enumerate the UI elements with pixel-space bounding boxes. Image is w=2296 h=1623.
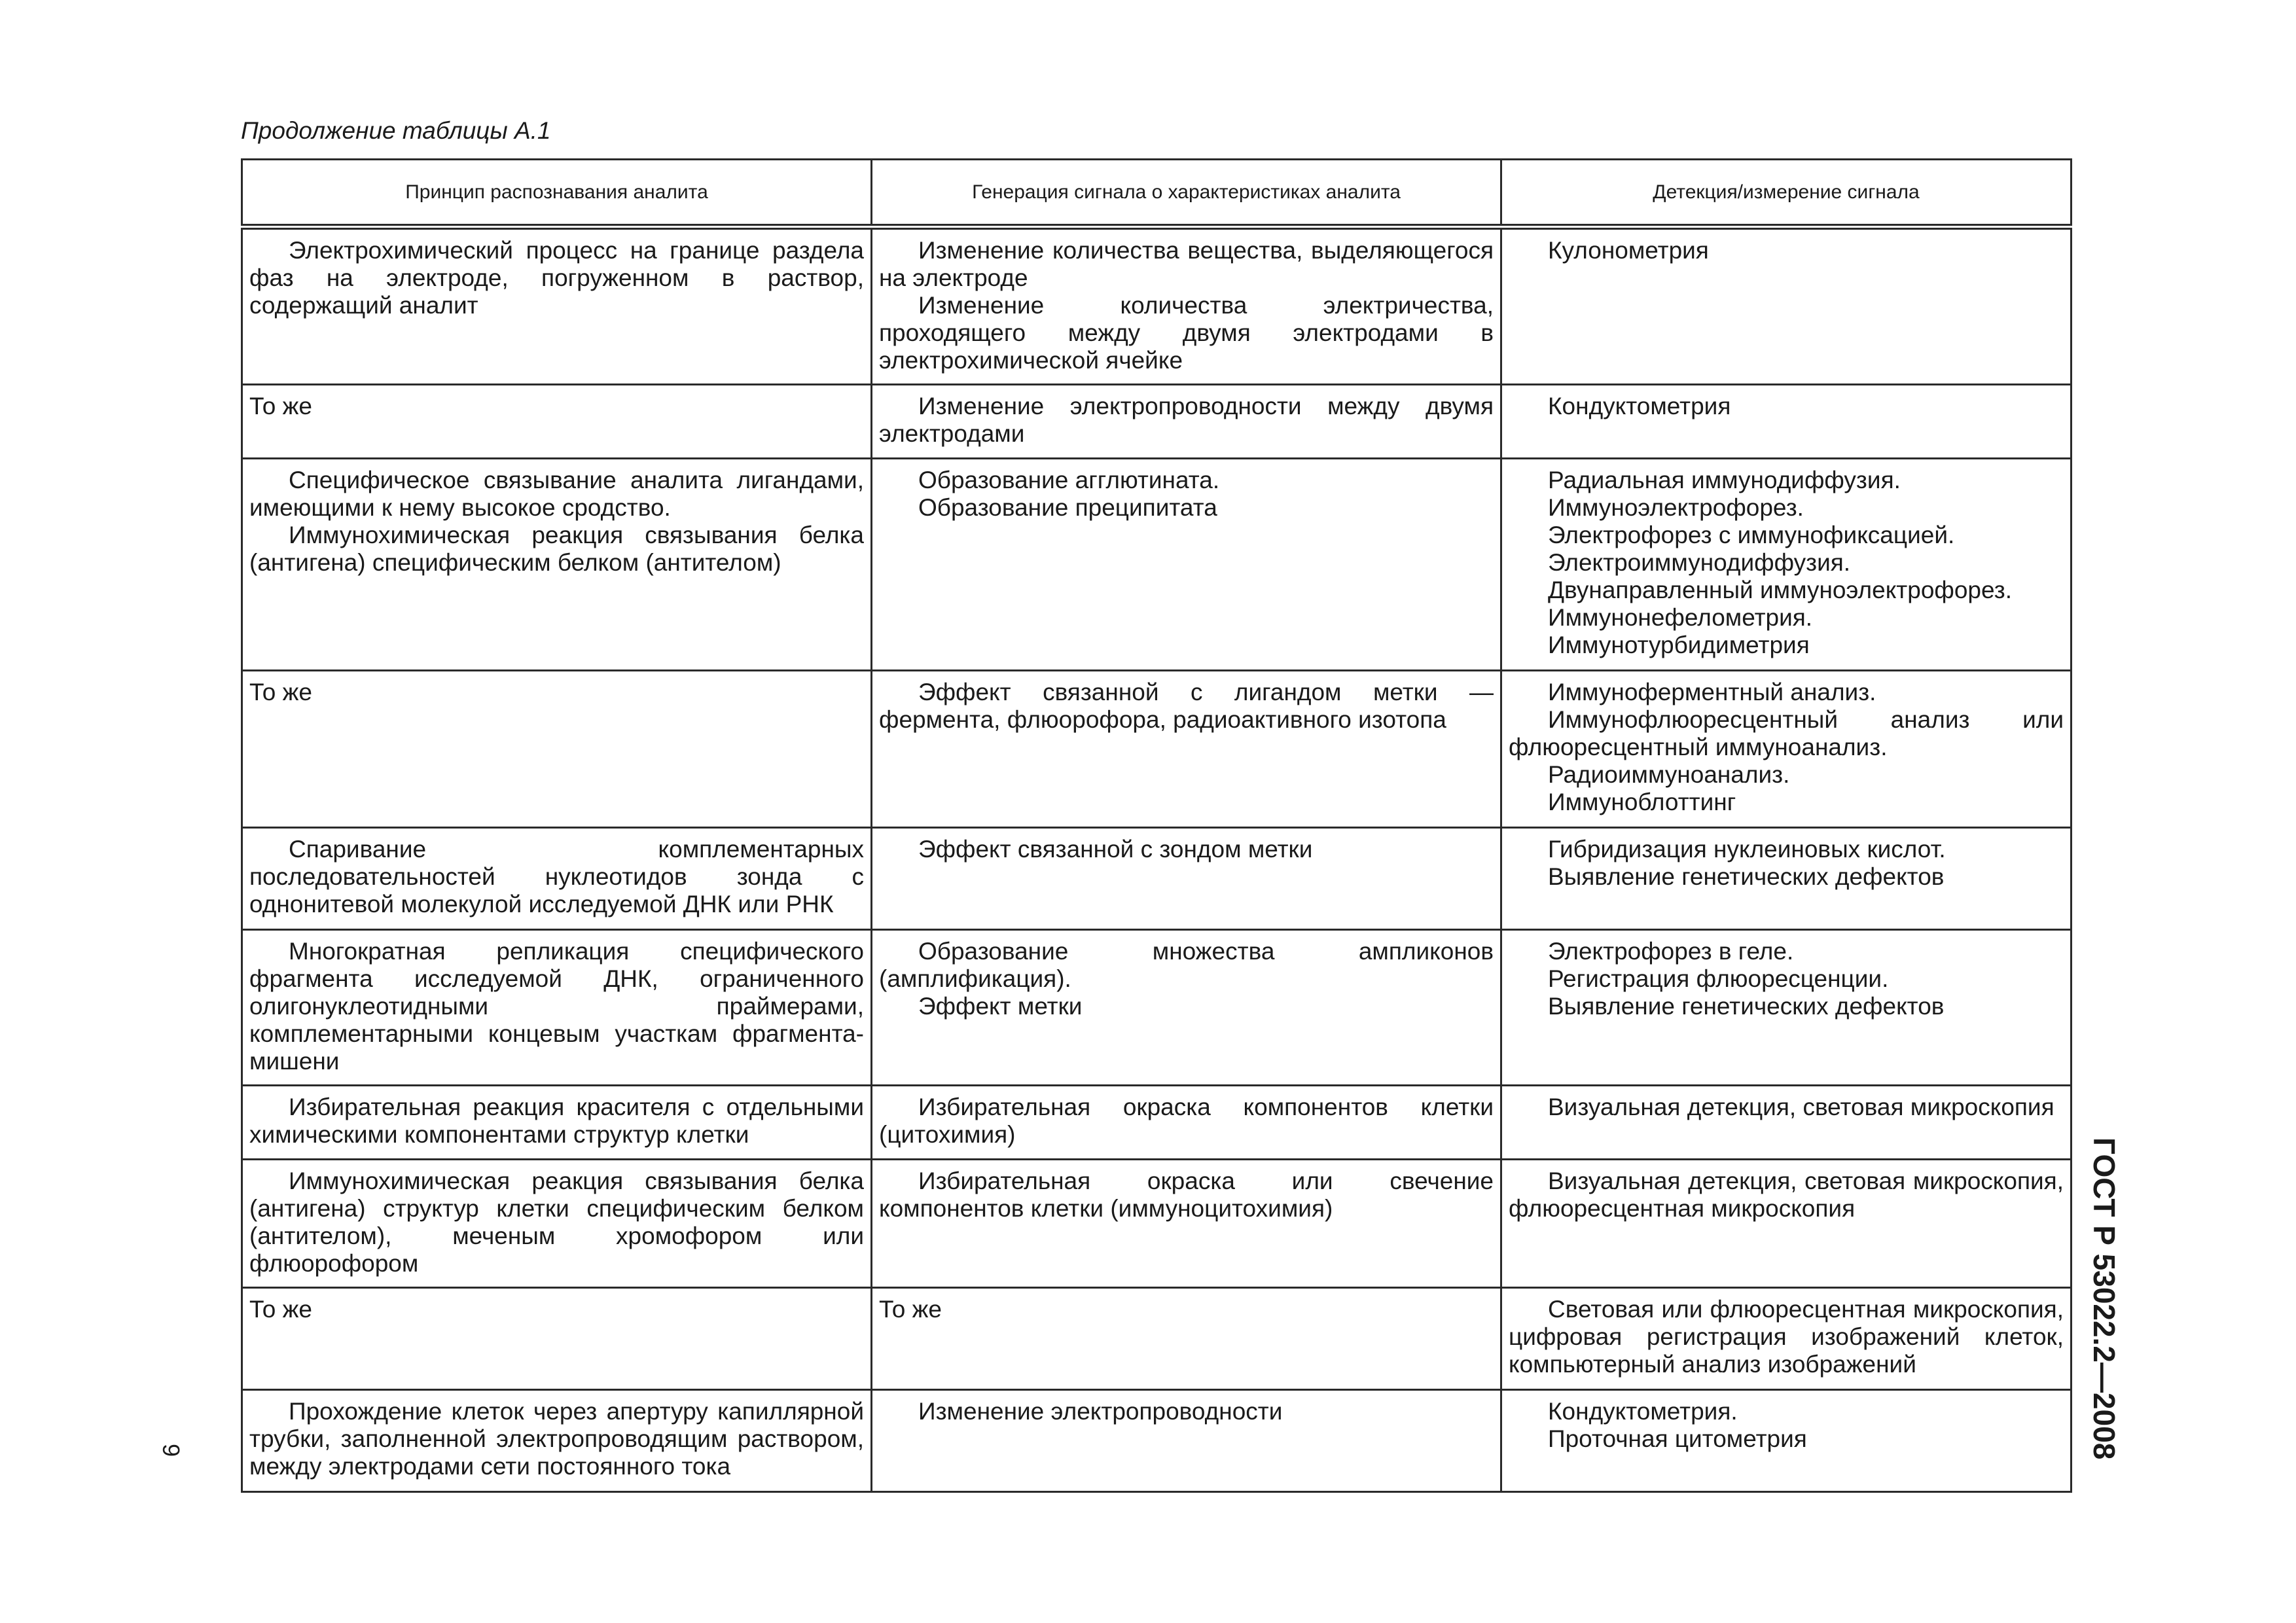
cell-detection [1501, 828, 2072, 930]
cell-signal-generation [872, 1390, 1501, 1492]
cell-principle [242, 1086, 872, 1160]
cell-paragraph: Иммуноблоттинг [1548, 789, 1736, 815]
cell-paragraph: Гибридизация нуклеиновых кислот. [1548, 836, 1946, 863]
cell-detection [1501, 227, 2072, 385]
cell-paragraph: Электрофорез с иммунофиксацией. [1548, 522, 1955, 548]
cell-signal-generation [872, 1160, 1501, 1288]
cell-paragraph: Кондуктометрия. [1548, 1398, 1738, 1425]
cell-detection [1501, 1160, 2072, 1288]
cell-signal-generation [872, 828, 1501, 930]
cell-paragraph: Регистрация флюоресценции. [1548, 965, 1889, 992]
cell-paragraph: Двунаправленный иммуноэлектрофорез. [1548, 577, 2012, 603]
table-row [242, 1390, 2072, 1492]
cell-paragraph: Избирательная окраска компонентов клетки (цитохимия) [879, 1094, 1494, 1148]
cell-paragraph: Образование агглютината. [918, 467, 1220, 493]
cell-principle [242, 930, 872, 1086]
standard-designation: ГОСТ Р 53022.2—2008 [2087, 1137, 2121, 1460]
table-row [242, 1086, 2072, 1160]
cell-principle [242, 671, 872, 828]
cell-paragraph: Образование преципитата [918, 494, 1217, 521]
cell-paragraph: Изменение электропроводности [918, 1398, 1283, 1425]
cell-paragraph: Выявление генетических дефектов [1548, 993, 1945, 1020]
cell-principle [242, 459, 872, 671]
table-caption: Продолжение таблицы А.1 [241, 117, 551, 144]
same-as-above-text: То же [249, 1296, 312, 1323]
cell-paragraph: Изменение электропроводности между двумя электродами [879, 393, 1494, 447]
cell-detection [1501, 385, 2072, 459]
cell-detection [1501, 459, 2072, 671]
cell-paragraph: Изменение количества вещества, выделяющегося на электроде [879, 237, 1494, 291]
cell-paragraph: Визуальная детекция, световая микроскопия, флюоресцентная микроскопия [1509, 1168, 2064, 1222]
cell-principle [242, 385, 872, 459]
cell-signal-generation [872, 671, 1501, 828]
cell-signal-generation [872, 459, 1501, 671]
cell-paragraph: Прохождение клеток через апертуру капиллярной трубки, заполненной электропроводящим раствором, между электродами сети постоянного тока [249, 1398, 864, 1480]
header-signal-generation: Генерация сигнала о характеристиках аналита [872, 160, 1501, 227]
cell-paragraph: Кулонометрия [1548, 237, 1709, 264]
cell-paragraph: Визуальная детекция, световая микроскопия [1548, 1094, 2054, 1120]
cell-paragraph: Радиальная иммунодиффузия. [1548, 467, 1901, 493]
table-row [242, 227, 2072, 385]
cell-detection [1501, 1390, 2072, 1492]
cell-paragraph: Эффект метки [918, 993, 1083, 1020]
same-as-above-text: То же [249, 393, 312, 419]
cell-paragraph: Иммуноэлектрофорез. [1548, 494, 1804, 521]
cell-signal-generation [872, 385, 1501, 459]
cell-paragraph: Световая или флюоресцентная микроскопия, цифровая регистрация изображений клеток, компьютерный анализ изображений [1509, 1296, 2064, 1378]
analyte-methods-table [241, 158, 2072, 1493]
header-recognition-principle: Принцип распознавания аналита [242, 160, 872, 227]
cell-paragraph: Эффект связанной с зондом метки [918, 836, 1313, 863]
table-row [242, 385, 2072, 459]
cell-paragraph: Иммунохимическая реакция связывания белка (антигена) структур клетки специфическим белком (антителом), меченым хромофором или флюорофором [249, 1168, 864, 1277]
cell-paragraph: Избирательная реакция красителя с отдельными химическими компонентами структур клетки [249, 1094, 864, 1148]
cell-signal-generation [872, 930, 1501, 1086]
cell-signal-generation [872, 1288, 1501, 1390]
cell-principle [242, 828, 872, 930]
header-signal-detection: Детекция/измерение сигнала [1501, 160, 2072, 227]
cell-paragraph: Электроиммунодиффузия. [1548, 549, 1851, 576]
cell-paragraph: Кондуктометрия [1548, 393, 1731, 419]
table-row [242, 1160, 2072, 1288]
cell-paragraph: Выявление генетических дефектов [1548, 863, 1945, 890]
cell-paragraph: Электрохимический процесс на границе раздела фаз на электроде, погруженном в раствор, содержащий аналит [249, 237, 864, 319]
cell-principle [242, 1160, 872, 1288]
cell-principle [242, 227, 872, 385]
cell-paragraph: Иммунохимическая реакция связывания белка (антигена) специфическим белком (антителом) [249, 522, 864, 576]
cell-paragraph: Образование множества ампликонов (амплификация). [879, 938, 1494, 992]
cell-paragraph: Проточная цитометрия [1548, 1425, 1807, 1452]
cell-paragraph: Изменение количества электричества, проходящего между двумя электродами в электрохимической ячейке [879, 292, 1494, 374]
cell-paragraph: Иммунотурбидиметрия [1548, 632, 1810, 658]
table-header-row [242, 160, 2072, 227]
cell-paragraph: Иммуноферментный анализ. [1548, 679, 1876, 705]
cell-paragraph: Избирательная окраска или свечение компонентов клетки (иммуноцитохимия) [879, 1168, 1494, 1222]
same-as-above-text: То же [879, 1296, 942, 1323]
cell-principle [242, 1390, 872, 1492]
table-row [242, 828, 2072, 930]
cell-principle [242, 1288, 872, 1390]
cell-paragraph: Радиоиммуноанализ. [1548, 761, 1790, 788]
cell-signal-generation [872, 1086, 1501, 1160]
table-row [242, 1288, 2072, 1390]
cell-paragraph: Специфическое связывание аналита лигандами, имеющими к нему высокое сродство. [249, 467, 864, 521]
table-row [242, 459, 2072, 671]
cell-paragraph: Спаривание комплементарных последовательностей нуклеотидов зонда с однонитевой молекулой исследуемой ДНК или РНК [249, 836, 864, 918]
cell-paragraph: Иммунофлюоресцентный анализ или флюоресцентный иммуноанализ. [1509, 706, 2064, 760]
cell-signal-generation [872, 227, 1501, 385]
table-row [242, 671, 2072, 828]
same-as-above-text: То же [249, 679, 312, 705]
page-number: 9 [158, 1443, 185, 1457]
cell-detection [1501, 1086, 2072, 1160]
cell-detection [1501, 930, 2072, 1086]
cell-paragraph: Многократная репликация специфического фрагмента исследуемой ДНК, ограниченного олигонуклеотидными праймерами, комплементарными концевым участкам фрагмента-мишени [249, 938, 864, 1075]
cell-detection [1501, 671, 2072, 828]
cell-paragraph: Электрофорез в геле. [1548, 938, 1794, 965]
cell-detection [1501, 1288, 2072, 1390]
table-row [242, 930, 2072, 1086]
cell-paragraph: Иммунонефелометрия. [1548, 604, 1813, 631]
cell-paragraph: Эффект связанной с лигандом метки — фермента, флюорофора, радиоактивного изотопа [879, 679, 1494, 733]
